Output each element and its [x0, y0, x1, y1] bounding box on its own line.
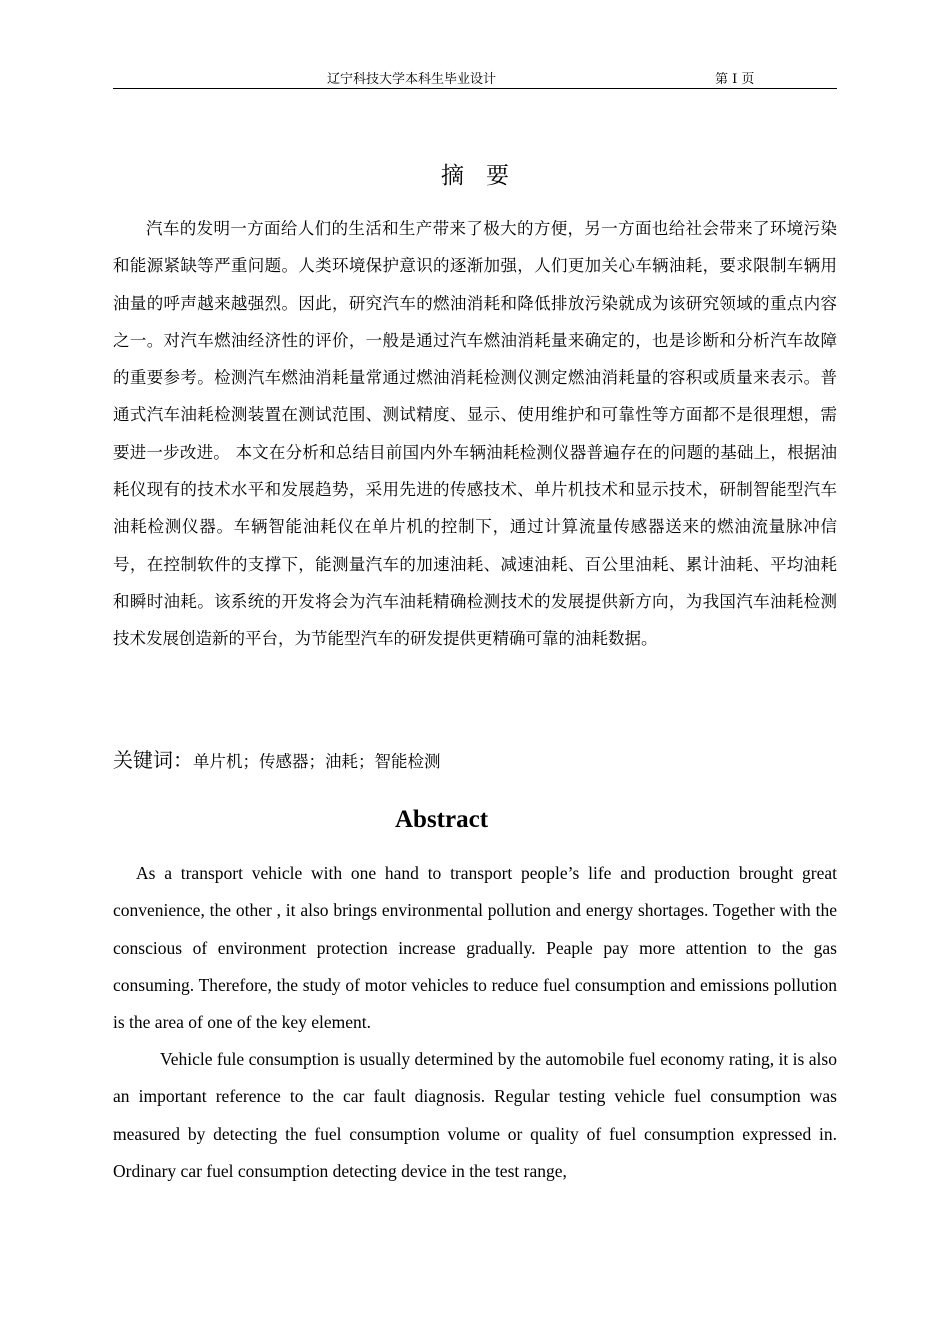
abstract-cn-heading: 摘要: [441, 163, 531, 189]
page-header: [113, 66, 837, 89]
abstract-en-paragraph-2: Vehicle fule consumption is usually determined by the automobile fuel economy rating, it is also an important reference to the car fault diagnosis. Regular testing vehicle fuel consumption was measured by detecting the fuel consumption volume or quality of fuel consumption expressed in. Ordinary car fuel consumption detecting device in the test range,: [113, 1049, 837, 1181]
abstract-cn-body: 汽车的发明一方面给人们的生活和生产带来了极大的方便，另一方面也给社会带来了环境污染和能源紧缺等严重问题。人类环境保护意识的逐渐加强，人们更加关心车辆油耗，要求限制车辆用油量的呼声越来越强烈。因此，研究汽车的燃油消耗和降低排放污染就成为该研究领域的重点内容之一。对汽车燃油经济性的评价，一般是通过汽车燃油消耗量来确定的，也是诊断和分析汽车故障的重要参考。检测汽车燃油消耗量常通过燃油消耗检测仪测定燃油消耗量的容积或质量来表示。普通式汽车油耗检测装置在测试范围、测试精度、显示、使用维护和可靠性等方面都不是很理想，需要进一步改进。 本文在分析和总结目前国内外车辆油耗检测仪器普遍存在的问题的基础上，根据油耗仪现有的技术水平和发展趋势，采用先进的传感技术、单片机技术和显示技术，研制智能型汽车油耗检测仪器。车辆智能油耗仪在单片机的控制下，通过计算流量传感器送来的燃油流量脉冲信号，在控制软件的支撑下，能测量汽车的加速油耗、减速油耗、百公里油耗、累计油耗、平均油耗和瞬时油耗。该系统的开发将会为汽车油耗精确检测技术的发展提供新方向，为我国汽车油耗检测技术发展创造新的平台，为节能型汽车的研发提供更精确可靠的油耗数据。: [113, 219, 837, 649]
keywords-list: 单片机；传感器；油耗；智能检测: [193, 752, 441, 771]
keywords-label: 关键词：: [113, 748, 193, 772]
header-page-number: 第 I 页: [715, 72, 755, 87]
abstract-en-paragraph-1: As a transport vehicle with one hand to transport people’s life and production brought great convenience, the other , it also brings environmental pollution and energy shortages. Together with the conscious of environment protection increase gradually. Peaple pay more attention to the gas consuming. Therefore, the study of motor vehicles to reduce fuel consumption and emissions pollution is the area of one of the key element.: [113, 863, 837, 1033]
abstract-en-heading: Abstract: [394, 806, 489, 833]
keywords-line: [113, 744, 837, 773]
header-title: 辽宁科技大学本科生毕业设计: [327, 72, 497, 87]
